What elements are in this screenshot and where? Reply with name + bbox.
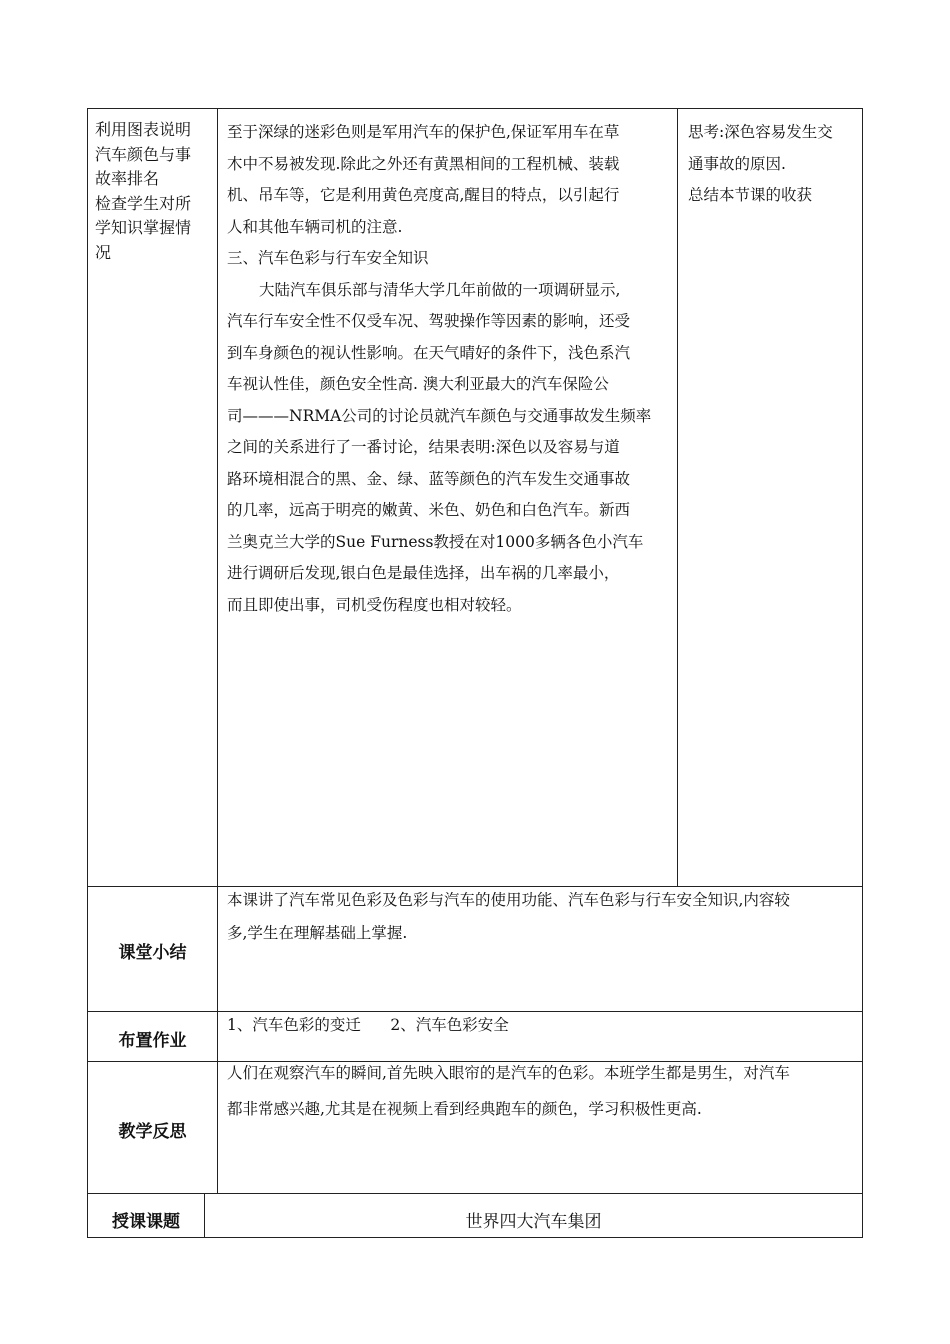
notes-line: 汽车颜色与事 xyxy=(95,144,192,164)
notes-line: 利用图表说明 xyxy=(95,120,192,139)
content-line: 之间的关系进行了一番讨论，结果表明:深色以及容易与道 xyxy=(227,438,620,456)
homework-label: 布置作业 xyxy=(118,1031,187,1051)
content-line: 的几率，远高于明亮的嫩黄、米色、奶色和白色汽车。新西 xyxy=(227,501,631,519)
topic-label: 授课课题 xyxy=(112,1212,180,1232)
content-line: 而且即使出事，司机受伤程度也相对较轻。 xyxy=(227,595,522,614)
notes-line: 况 xyxy=(95,242,112,262)
summary-label: 课堂小结 xyxy=(118,943,187,963)
content-line: 木中不易被发现.除此之外还有黄黑相间的工程机械、装载 xyxy=(227,154,620,173)
reflection-label: 教学反思 xyxy=(118,1122,187,1142)
content-line: 大陆汽车俱乐部与清华大学几年前做的一项调研显示, xyxy=(259,280,621,299)
activity-column xyxy=(688,117,833,212)
content-line: 司———NRMA公司的讨论员就汽车颜色与交通事故发生频率 xyxy=(227,406,652,425)
reflection-line: 人们在观察汽车的瞬间,首先映入眼帘的是汽车的色彩。本班学生都是男生，对汽车 xyxy=(227,1064,790,1082)
summary-line: 多,学生在理解基础上掌握. xyxy=(227,924,408,942)
content-line: 兰奥克兰大学的Sue Furness教授在对1000多辆各色小汽车 xyxy=(227,532,644,551)
content-line: 路环境相混合的黑、金、绿、蓝等颜色的汽车发生交通事故 xyxy=(227,469,631,488)
activity-line: 总结本节课的收获 xyxy=(688,186,813,204)
table-right-border xyxy=(862,108,863,1238)
notes-column xyxy=(95,118,213,265)
table-top-border xyxy=(87,108,863,109)
column-divider-notes xyxy=(217,108,218,1194)
summary-line: 本课讲了汽车常见色彩及色彩与汽车的使用功能、汽车色彩与行车安全知识,内容较 xyxy=(227,891,790,909)
activity-line: 通事故的原因. xyxy=(688,154,786,173)
notes-line: 检查学生对所 xyxy=(95,193,192,213)
content-line: 汽车行车安全性不仅受车况、驾驶操作等因素的影响，还受 xyxy=(227,312,631,330)
notes-line: 故率排名 xyxy=(95,169,160,188)
table-left-border xyxy=(87,108,88,1238)
notes-line: 学知识掌握情 xyxy=(95,218,192,237)
content-line: 人和其他车辆司机的注意. xyxy=(227,217,403,236)
content-line: 到车身颜色的视认性影响。在天气晴好的条件下，浅色系汽 xyxy=(227,343,631,362)
content-line: 至于深绿的迷彩色则是军用汽车的保护色,保证军用车在草 xyxy=(227,123,620,141)
activity-line: 思考:深色容易发生交 xyxy=(688,123,833,141)
column-divider-activity xyxy=(677,108,678,887)
content-line: 车视认性佳，颜色安全性高. 澳大利亚最大的汽车保险公 xyxy=(227,375,609,393)
summary-text xyxy=(227,884,790,950)
content-line: 进行调研后发现,银白色是最佳选择，出车祸的几率最小， xyxy=(227,564,620,582)
content-line: 机、吊车等，它是利用黄色亮度高,醒目的特点，以引起行 xyxy=(227,186,620,204)
topic-value: 世界四大汽车集团 xyxy=(465,1212,602,1232)
content-column xyxy=(227,117,651,621)
section-heading: 三、汽车色彩与行车安全知识 xyxy=(227,249,429,267)
reflection-text xyxy=(227,1055,790,1127)
reflection-line: 都非常感兴趣,尤其是在视频上看到经典跑车的颜色，学习积极性更高. xyxy=(227,1100,702,1118)
homework-text: 1、汽车色彩的变迁 2、汽车色彩安全 xyxy=(227,1016,509,1034)
